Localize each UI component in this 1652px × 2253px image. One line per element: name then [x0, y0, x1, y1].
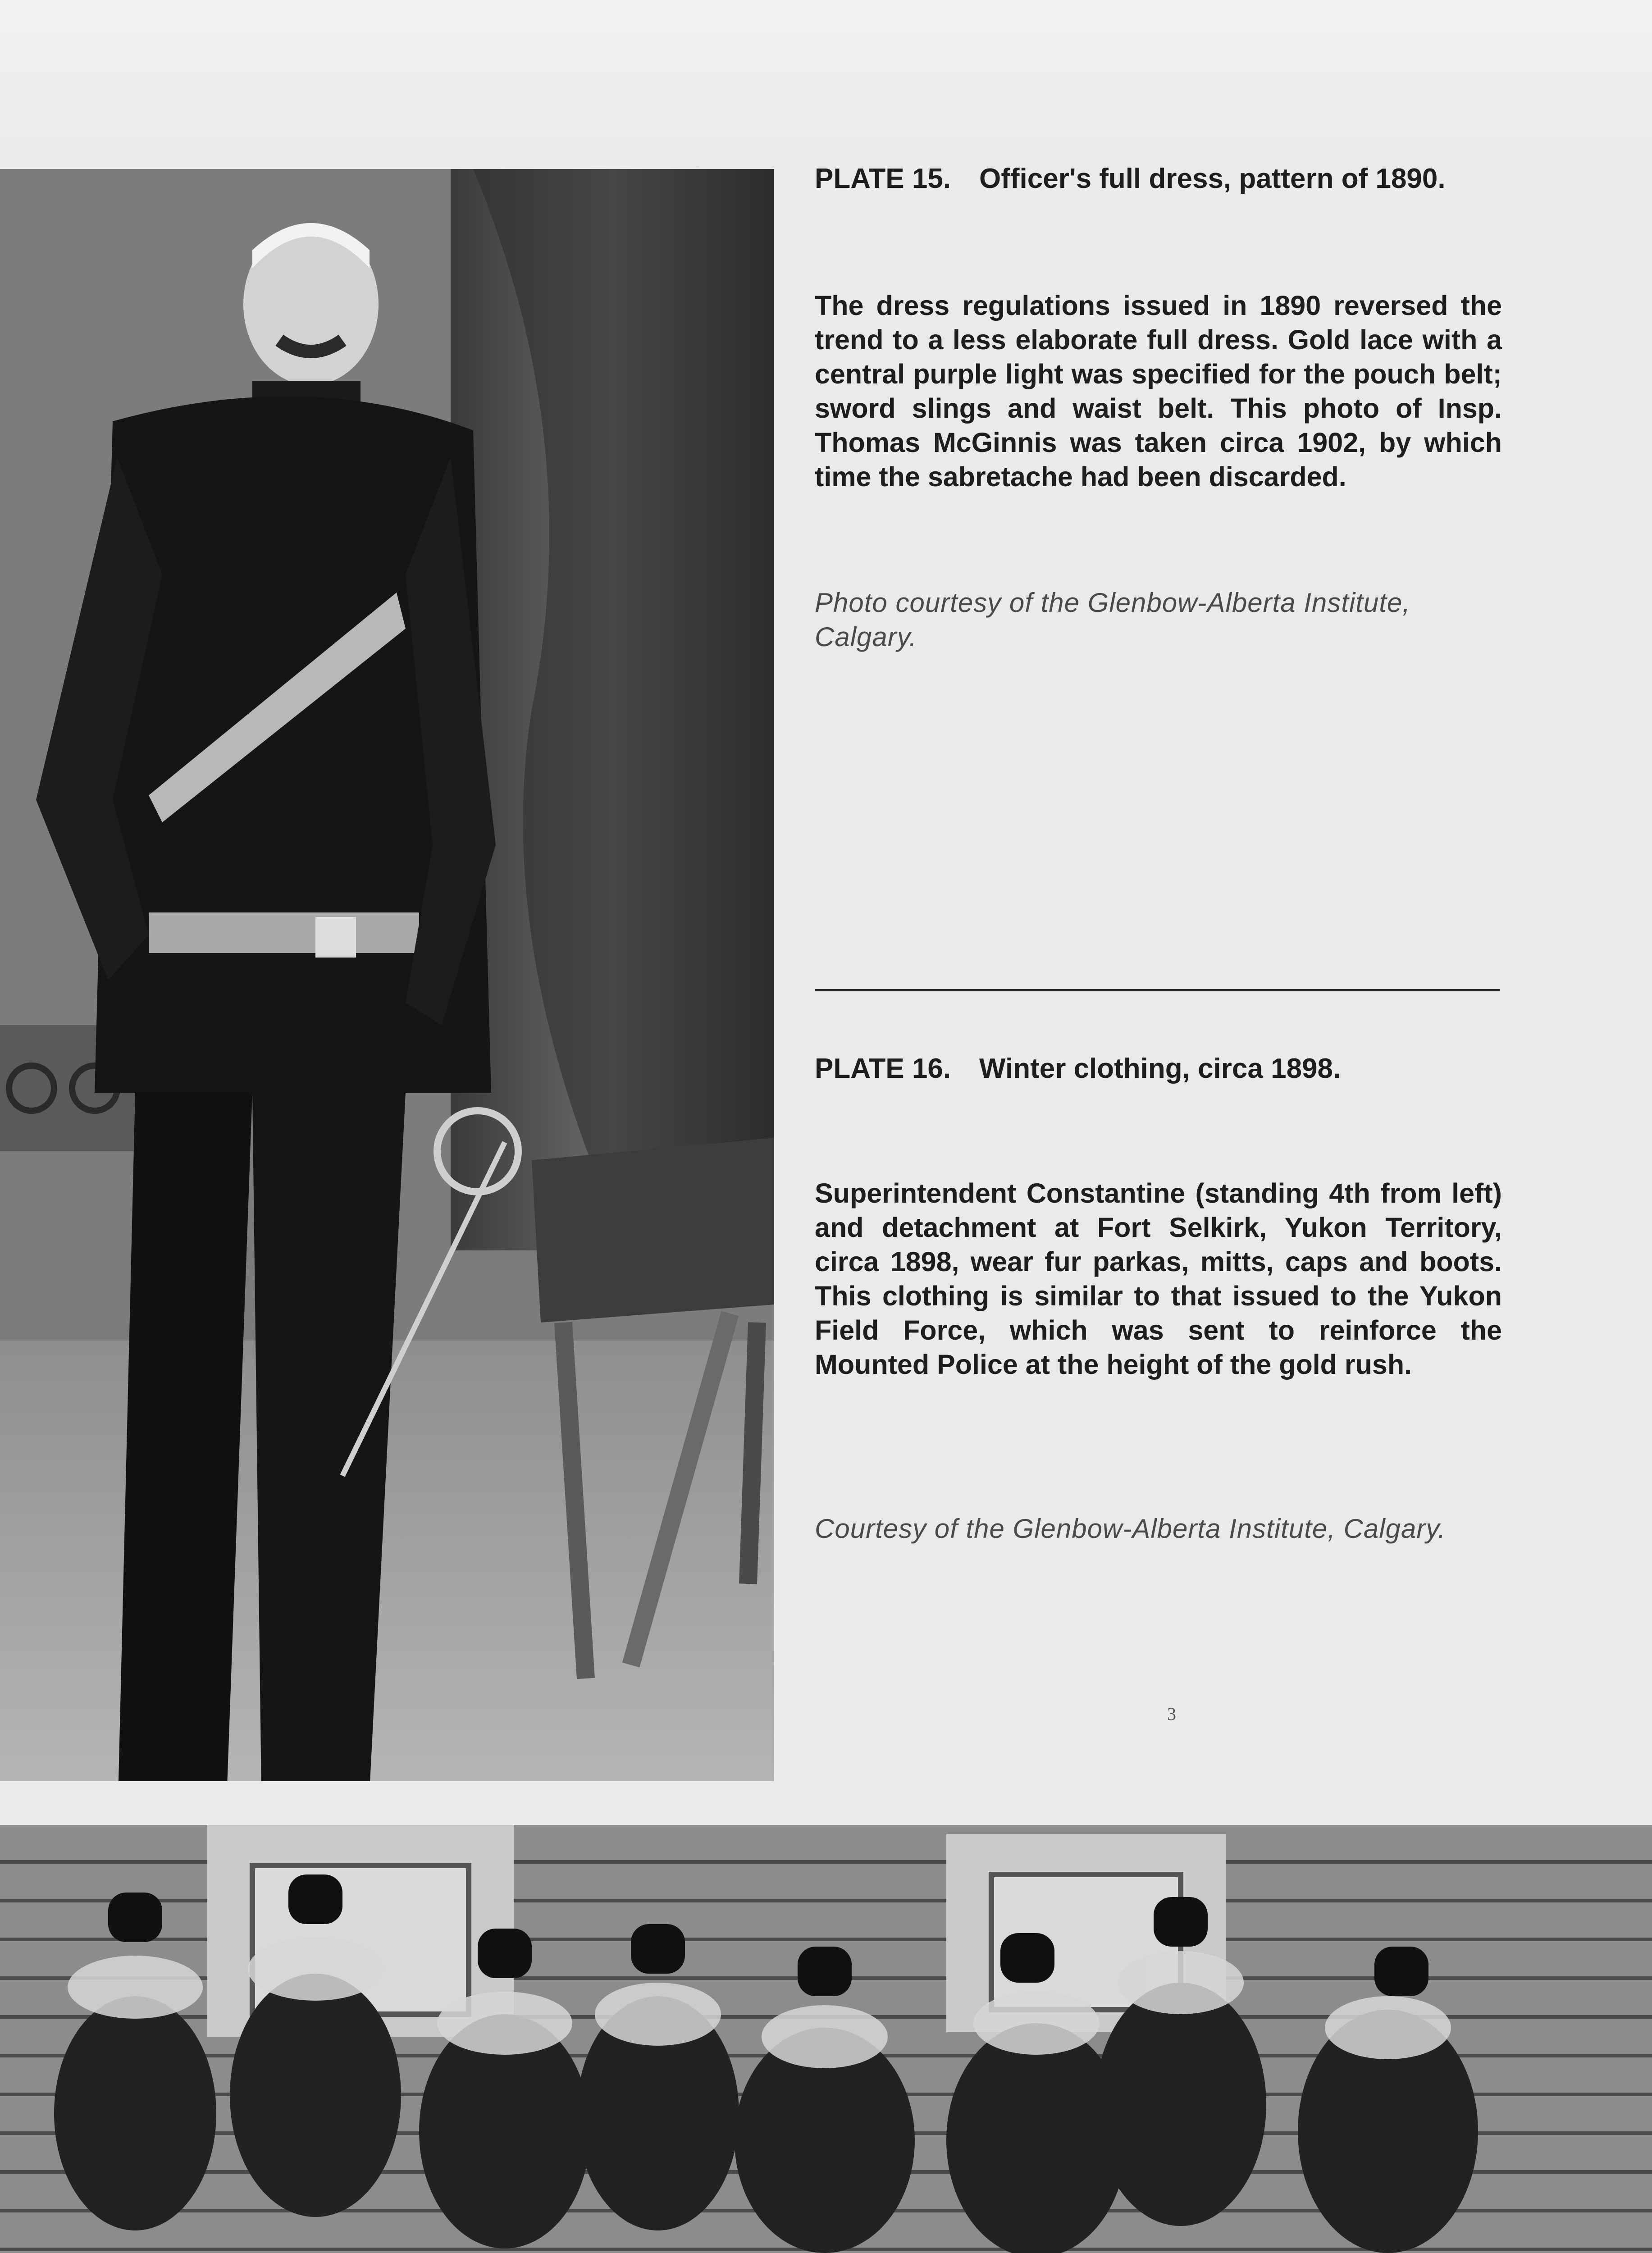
section-divider [815, 989, 1500, 991]
plate-15-photo [0, 169, 774, 1781]
plate-15-credit: Photo courtesy of the Glenbow-Alberta Institute, Calgary. [815, 588, 1411, 652]
plate-16-description: Superintendent Constantine (standing 4th from left) and detachment at Fort Selkirk, Yukon Territory, circa 1898, wear fur parkas, mitts, caps and boots. This clothing is similar to that issued to the Yukon Field Force, which was sent to reinforce the Mounted Police at the height of the gold rush. [815, 1178, 1502, 1380]
plate-15-number: PLATE 15. [815, 163, 951, 194]
plate-15-title: Officer's full dress, pattern of 1890. [979, 163, 1446, 194]
plate-15-heading [815, 162, 1502, 196]
plate-16-photo [0, 1825, 1652, 2253]
plate-16-heading [815, 1052, 1502, 1085]
page-top-margin [0, 0, 1652, 171]
plate-16-title: Winter clothing, circa 1898. [979, 1053, 1341, 1084]
plate-15-description: The dress regulations issued in 1890 reversed the trend to a less elaborate full dress. Gold lace with a central purple light was specified for the pouch belt; sword slings and waist belt. This photo of Insp. Thomas McGinnis was taken circa 1902, by which time the sabretache had been discarded. [815, 290, 1502, 492]
plate-16-number: PLATE 16. [815, 1053, 951, 1084]
page-mark: 3 [1167, 1704, 1176, 1724]
plate-16-credit: Courtesy of the Glenbow-Alberta Institute, Calgary. [815, 1514, 1446, 1544]
